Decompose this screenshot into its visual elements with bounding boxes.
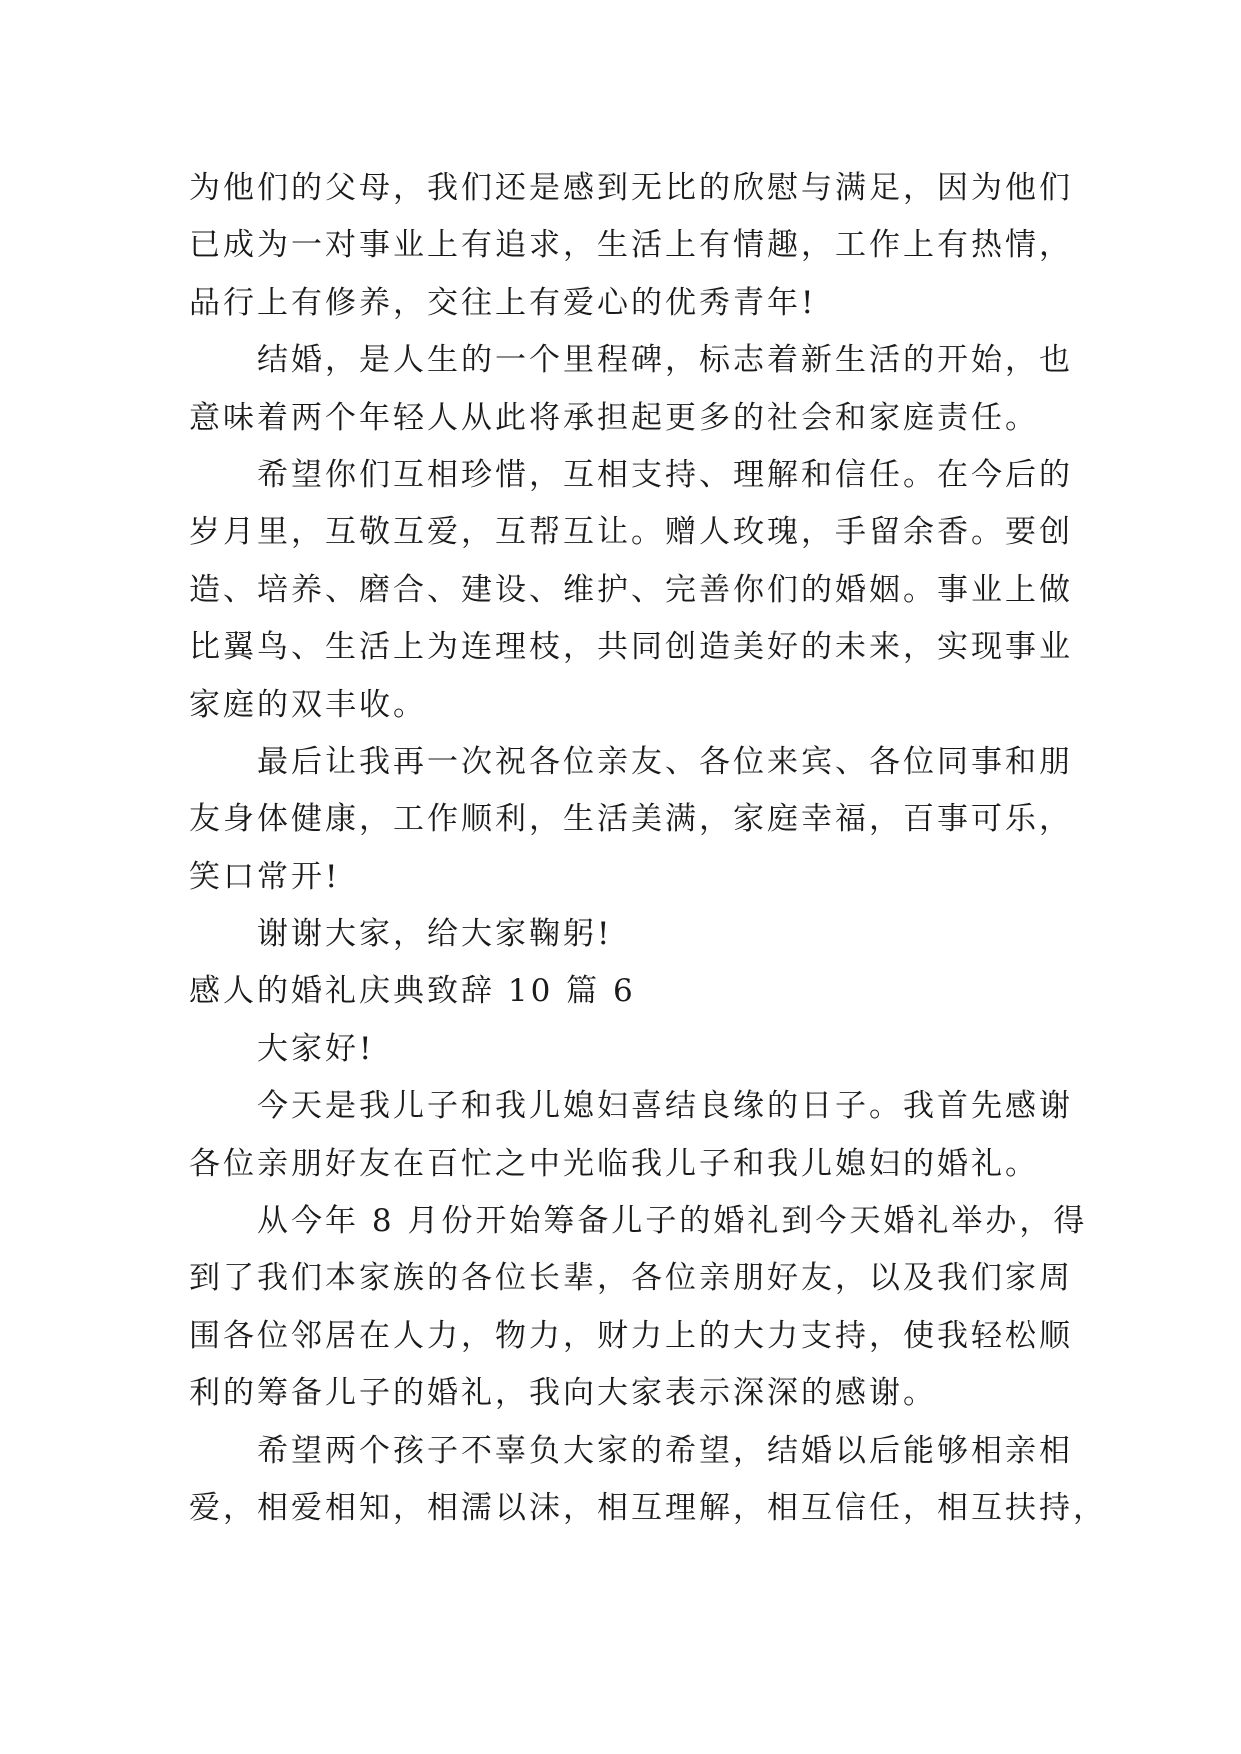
text-line: 友身体健康，工作顺利，生活美满，家庭幸福，百事可乐， [189, 801, 1073, 838]
text-line: 从今年 8 月份开始筹备儿子的婚礼到今天婚礼举办，得 [257, 1203, 1088, 1240]
section-heading: 感人的婚礼庆典致辞 10 篇 6 [189, 973, 636, 1010]
text-line: 各位亲朋好友在百忙之中光临我儿子和我儿媳妇的婚礼。 [189, 1145, 1039, 1182]
text-line: 笑口常开! [189, 858, 341, 895]
body-text [189, 160, 1107, 1537]
text-line: 希望你们互相珍惜，互相支持、理解和信任。在今后的 [257, 456, 1073, 493]
text-line: 比翼鸟、生活上为连理枝，共同创造美好的未来，实现事业 [189, 629, 1073, 666]
text-line: 今天是我儿子和我儿媳妇喜结良缘的日子。我首先感谢 [257, 1088, 1073, 1125]
text-line: 品行上有修养，交往上有爱心的优秀青年! [189, 284, 817, 321]
text-line: 谢谢大家，给大家鞠躬! [257, 916, 613, 953]
text-line: 家庭的双丰收。 [189, 686, 427, 723]
text-line: 为他们的父母，我们还是感到无比的欣慰与满足，因为他们 [189, 170, 1073, 206]
text-line: 最后让我再一次祝各位亲友、各位来宾、各位同事和朋 [257, 743, 1073, 780]
greeting-line: 大家好! [257, 1030, 375, 1067]
text-line: 结婚，是人生的一个里程碑，标志着新生活的开始，也 [257, 342, 1073, 379]
text-line: 希望两个孩子不辜负大家的希望，结婚以后能够相亲相 [257, 1432, 1073, 1469]
text-line: 利的筹备儿子的婚礼，我向大家表示深深的感谢。 [189, 1375, 937, 1412]
text-line: 已成为一对事业上有追求，生活上有情趣，工作上有热情， [189, 227, 1073, 264]
text-line: 到了我们本家族的各位长辈，各位亲朋好友，以及我们家周 [189, 1260, 1073, 1297]
text-line: 造、培养、磨合、建设、维护、完善你们的婚姻。事业上做 [189, 571, 1073, 608]
text-line: 岁月里，互敬互爱，互帮互让。赠人玫瑰，手留余香。要创 [189, 514, 1073, 551]
text-line: 爱，相爱相知，相濡以沫，相互理解，相互信任，相互扶持， [189, 1489, 1107, 1526]
text-line: 意味着两个年轻人从此将承担起更多的社会和家庭责任。 [189, 399, 1039, 436]
text-line: 围各位邻居在人力，物力，财力上的大力支持，使我轻松顺 [189, 1317, 1073, 1354]
